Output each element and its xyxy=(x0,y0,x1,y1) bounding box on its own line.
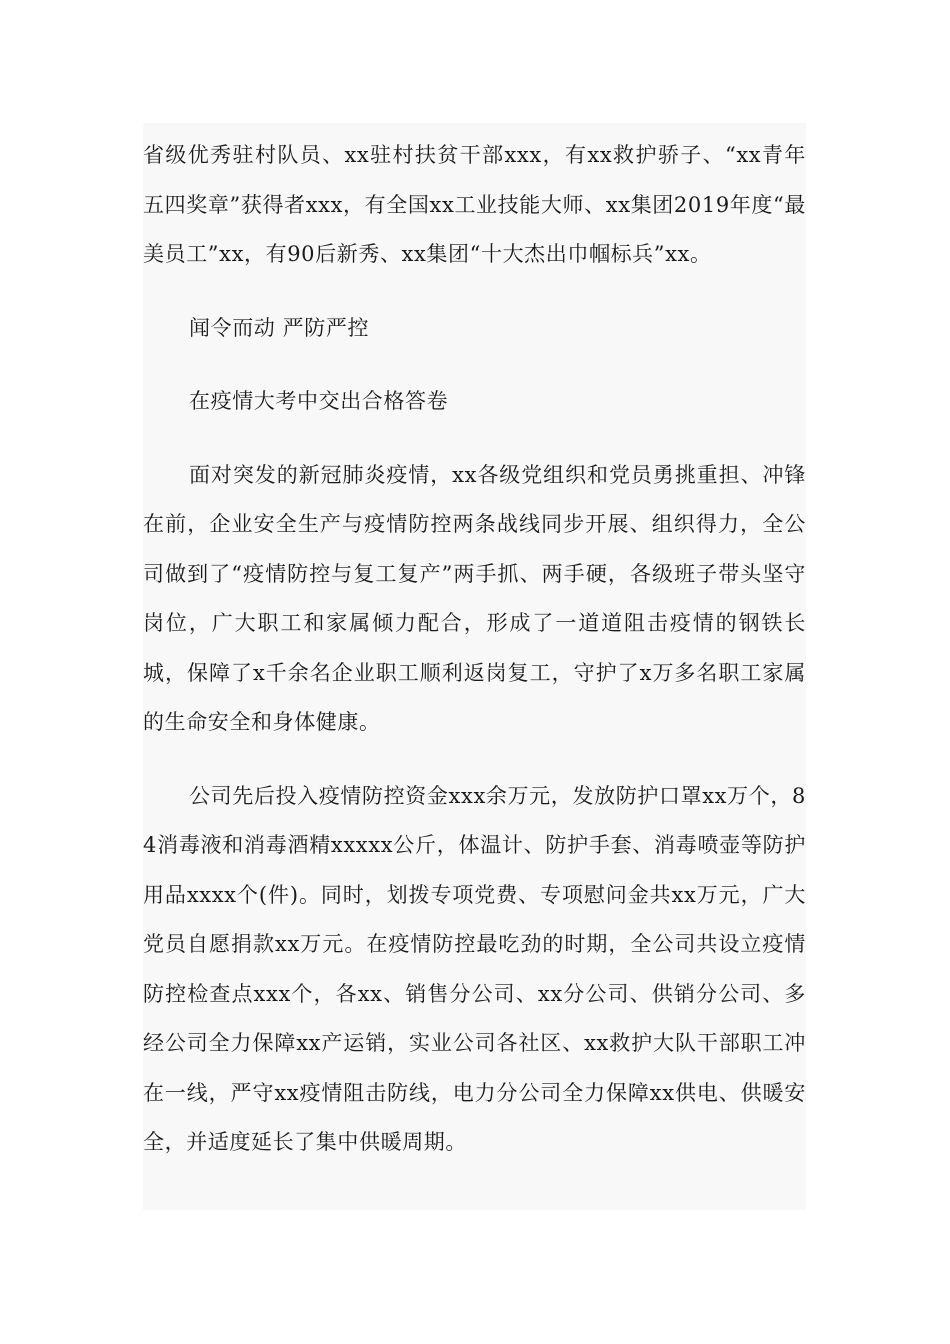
paragraph-2: 面对突发的新冠肺炎疫情，xx各级党组织和党员勇挑重担、冲锋在前，企业安全生产与疫情防控两条战线同步开展、组织得力，全公司做到了“疫情防控与复工复产”两手抓、两手硬，各级班子带头坚守岗位，广大职工和家属倾力配合，形成了一道道阻击疫情的钢铁长城，保障了x千余名企业职工顺利返岗复工，守护了x万多名职工家属的生命安全和身体健康。 xyxy=(143,462,806,734)
document-body xyxy=(143,123,806,1210)
section-heading: 闻令而动 严防严控 xyxy=(189,315,370,340)
section-subheading: 在疫情大考中交出合格答卷 xyxy=(189,389,449,413)
paragraph-3: 公司先后投入疫情防控资金xxx余万元，发放防护口罩xx万个，84消毒液和消毒酒精xxxxx公斤，体温计、防护手套、消毒喷壶等防护用品xxxx个(件)。同时，划拨专项党费、专项慰问金共xx万元，广大党员自愿捐款xx万元。在疫情防控最吃劲的时期，全公司共设立疫情防控检查点xxx个，各xx、销售分公司、xx分公司、供销分公司、多经公司全力保障xx产运销，实业公司各社区、xx救护大队干部职工冲在一线，严守xx疫情阻击防线，电力分公司全力保障xx供电、供暖安全，并适度延长了集中供暖周期。 xyxy=(143,783,806,1154)
paragraph-1: 省级优秀驻村队员、xx驻村扶贫干部xxx，有xx救护骄子、“xx青年五四奖章”获得者xxx，有全国xx工业技能大师、xx集团2019年度“最美员工”xx，有90后新秀、xx集团“十大杰出巾帼标兵”xx。 xyxy=(143,143,806,266)
